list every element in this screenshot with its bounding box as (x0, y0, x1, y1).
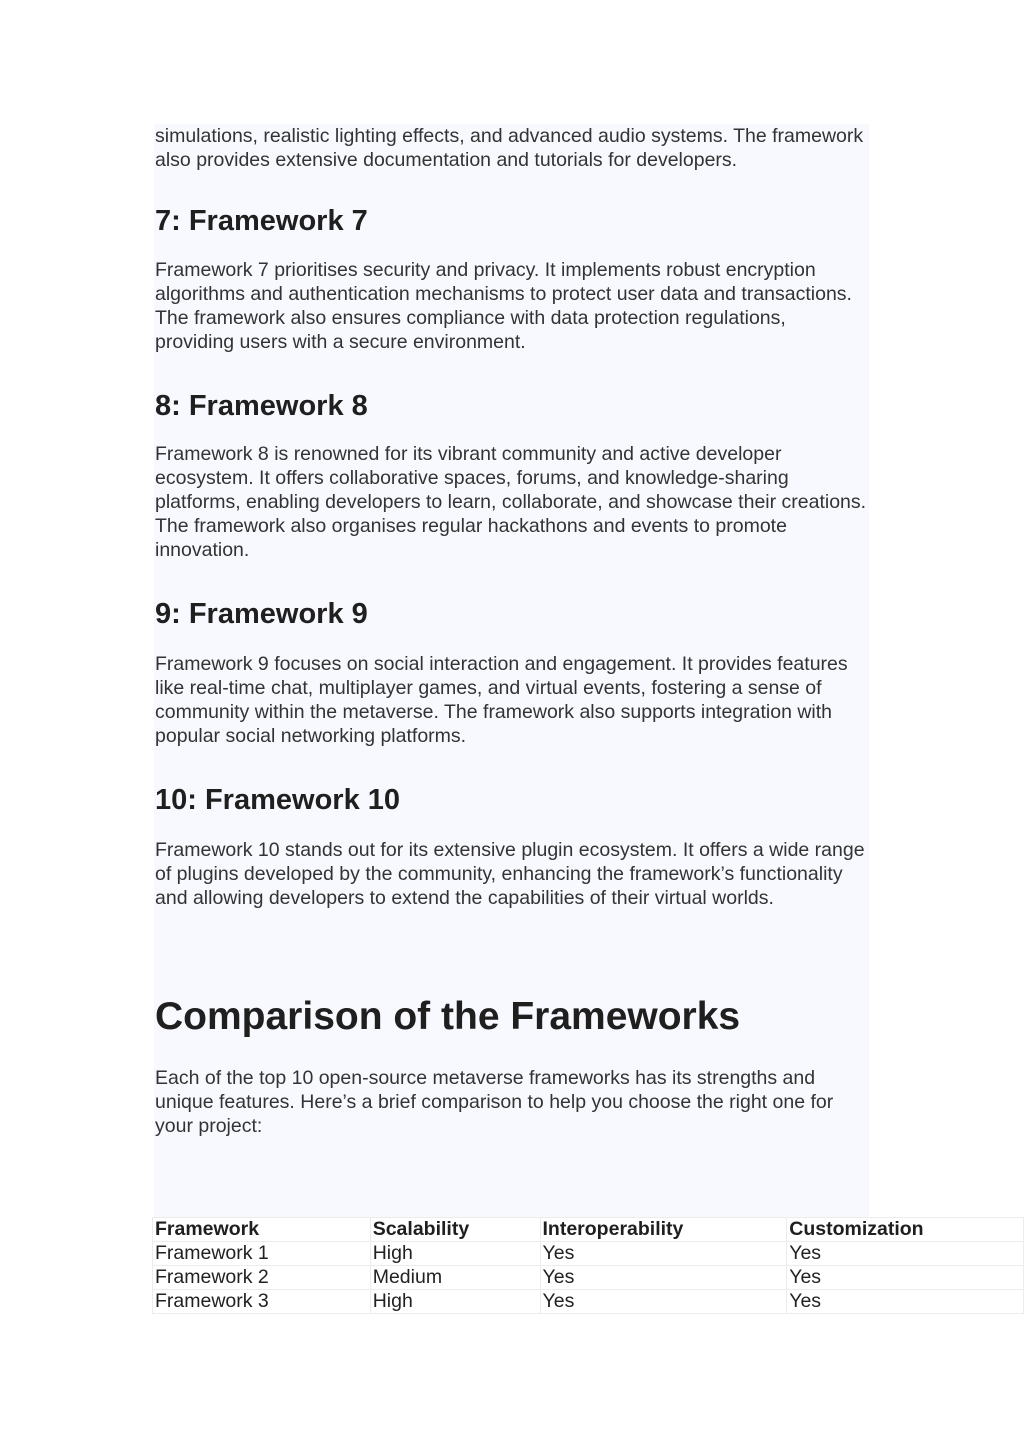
table-row (153, 1266, 1024, 1290)
section-body-framework-8: Framework 8 is renowned for its vibrant community and active developer ecosystem. It offers collaborative spaces, forums, and knowledge-sharing platforms, enabling developers to learn, collaborate, and showcase their creations. The framework also organises regular hackathons and events to promote innovation. (155, 443, 867, 561)
table-header-row (153, 1218, 1024, 1242)
comparison-heading: Comparison of the Frameworks (155, 995, 741, 1038)
table-header-cell: Framework (153, 1218, 371, 1242)
table-cell: High (370, 1290, 540, 1314)
table-cell: Yes (787, 1290, 1024, 1314)
section-heading-framework-10: 10: Framework 10 (155, 784, 401, 816)
table-cell: Yes (540, 1290, 787, 1314)
table-header-cell: Customization (787, 1218, 1024, 1242)
section-body-framework-7: Framework 7 prioritises security and privacy. It implements robust encryption algorithms and authentication mechanisms to protect user data and transactions. The framework also ensures compliance with data protection regulations, providing users with a secure environment. (155, 259, 852, 353)
intro-paragraph: simulations, realistic lighting effects, and advanced audio systems. The framework also provides extensive documentation and tutorials for developers. (155, 125, 864, 171)
table-cell: Yes (787, 1242, 1024, 1266)
table-row (153, 1242, 1024, 1266)
section-body-framework-10: Framework 10 stands out for its extensive plugin ecosystem. It offers a wide range of plugins developed by the community, enhancing the framework’s functionality and allowing developers to extend the capabilities of their virtual worlds. (155, 839, 865, 909)
section-heading-framework-9: 9: Framework 9 (155, 598, 368, 630)
comparison-intro: Each of the top 10 open-source metaverse frameworks has its strengths and unique features. Here’s a brief comparison to help you choose the right one for your project: (155, 1067, 834, 1137)
section-body-framework-9: Framework 9 focuses on social interaction and engagement. It provides features like real-time chat, multiplayer games, and virtual events, fostering a sense of community within the metaverse. The framework also supports integration with popular social networking platforms. (155, 653, 848, 747)
table-row (153, 1290, 1024, 1314)
table-cell: Framework 3 (153, 1290, 371, 1314)
table-cell: Framework 1 (153, 1242, 371, 1266)
table-cell: Medium (370, 1266, 540, 1290)
table-header-cell: Scalability (370, 1218, 540, 1242)
section-heading-framework-8: 8: Framework 8 (155, 390, 368, 422)
comparison-table (152, 1217, 1024, 1314)
section-heading-framework-7: 7: Framework 7 (155, 205, 368, 237)
table-cell: High (370, 1242, 540, 1266)
table-header-cell: Interoperability (540, 1218, 787, 1242)
table-cell: Yes (787, 1266, 1024, 1290)
table-cell: Framework 2 (153, 1266, 371, 1290)
table-cell: Yes (540, 1266, 787, 1290)
article-content (155, 124, 867, 1138)
table-cell: Yes (540, 1242, 787, 1266)
